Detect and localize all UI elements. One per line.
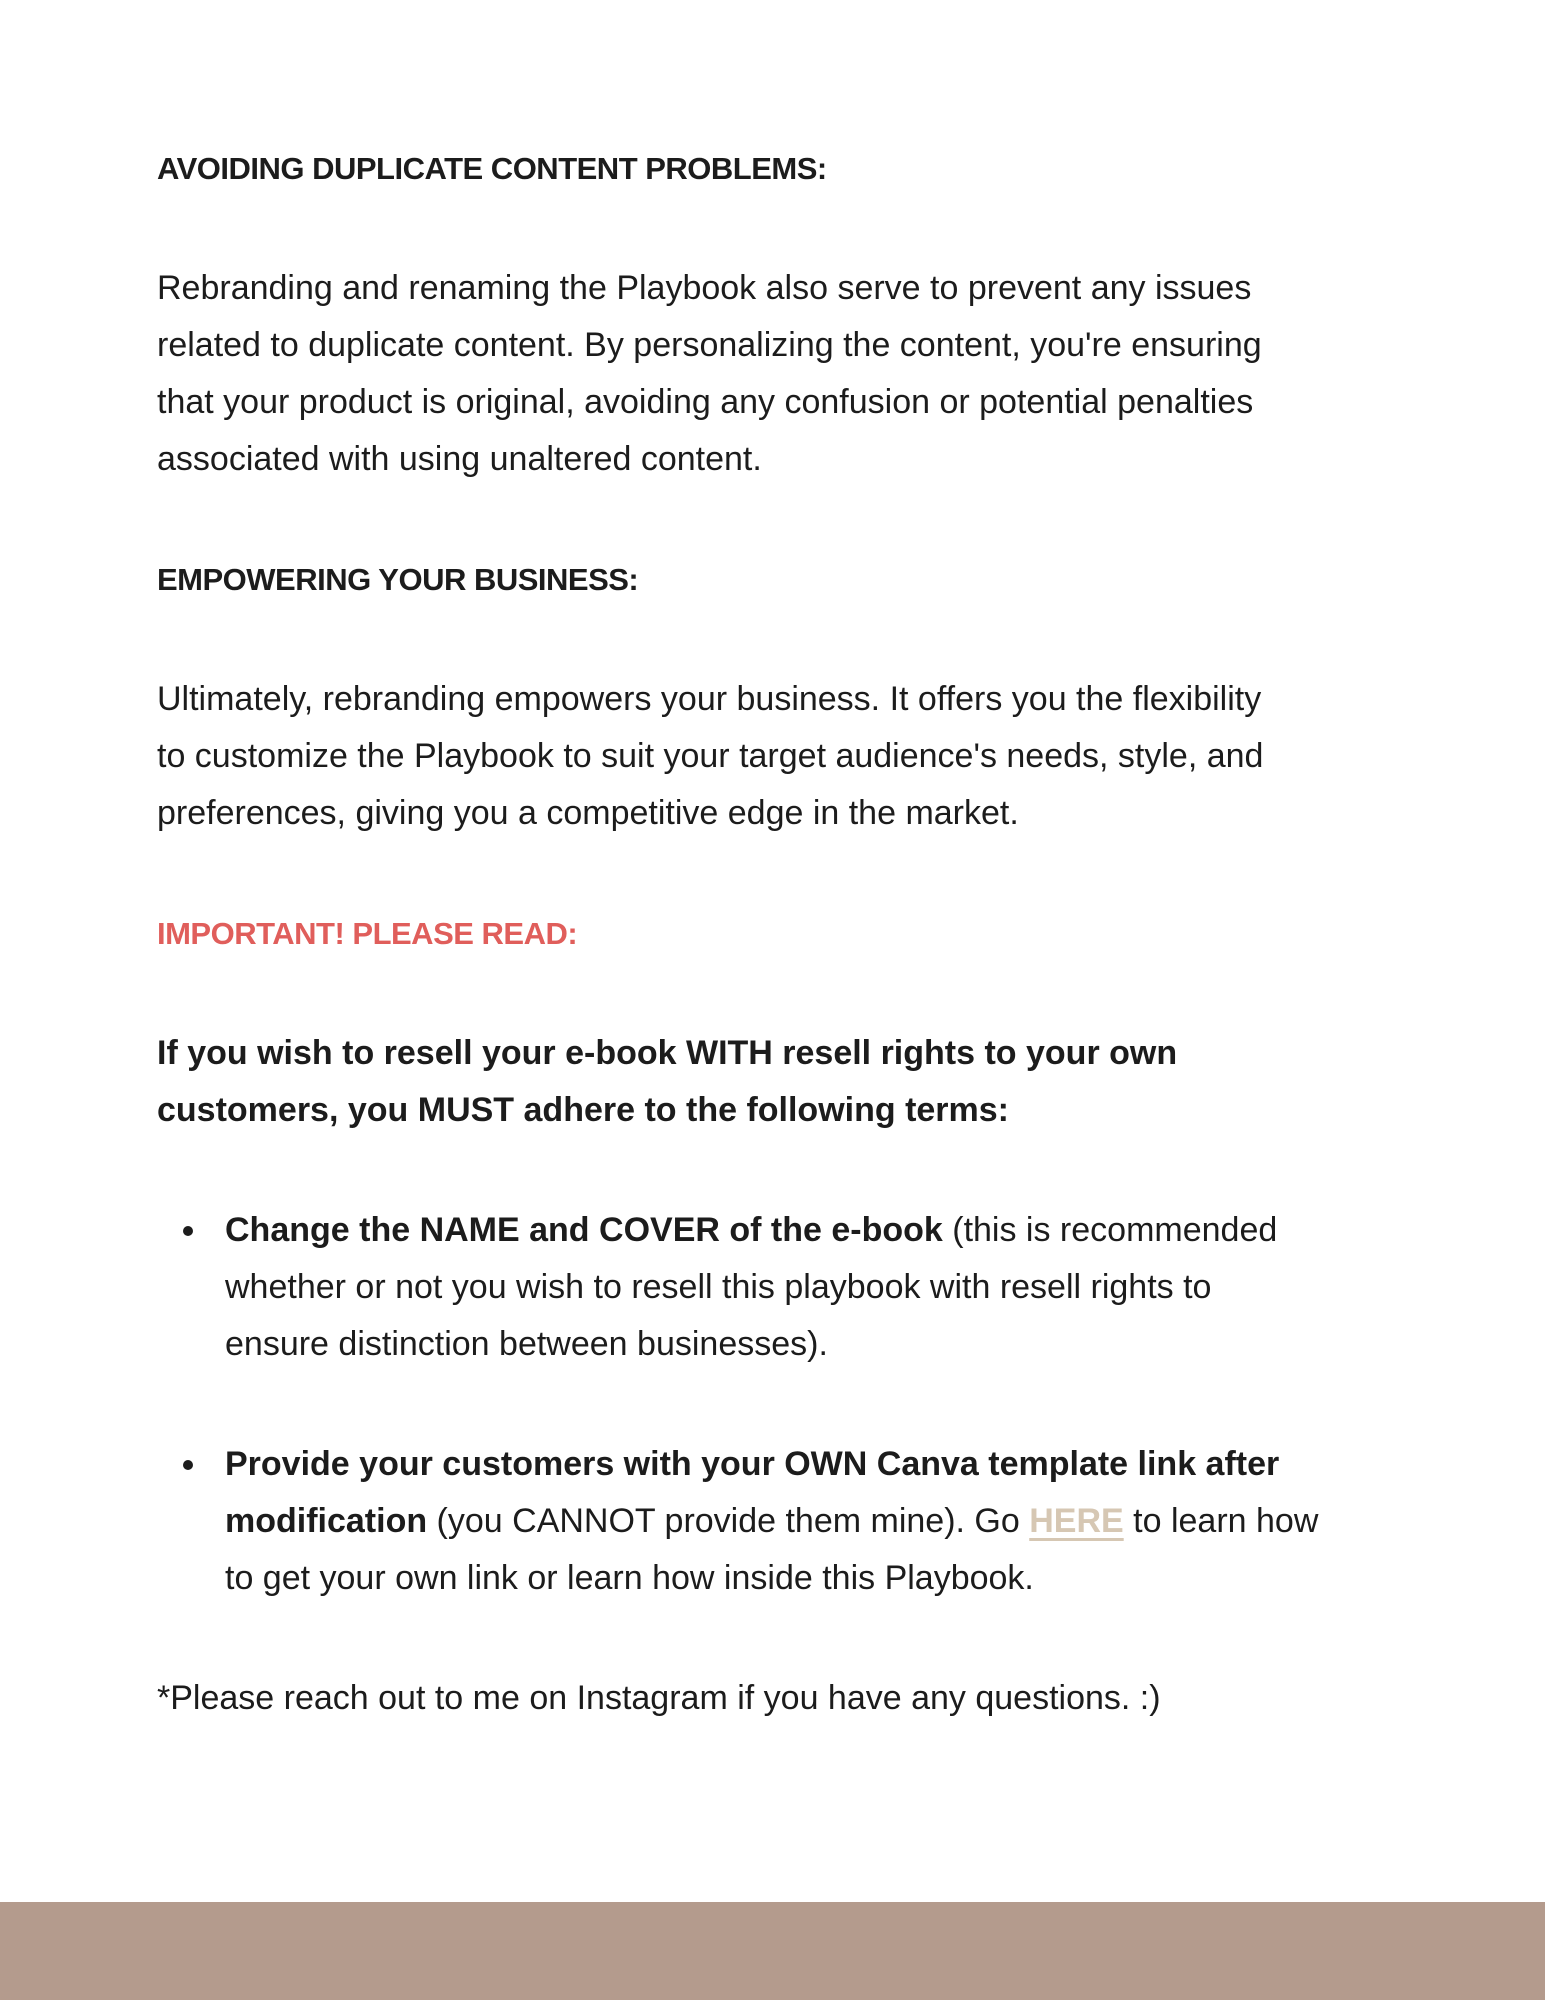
bullet-marker-icon — [183, 1460, 193, 1470]
text-line — [225, 1202, 1277, 1259]
text-run: (this is recommended — [942, 1211, 1278, 1249]
heading-important-please-read: IMPORTANT! PLEASE READ: — [157, 916, 578, 951]
text-line: whether or not you wish to resell this playbook with resell rights to — [225, 1268, 1212, 1306]
text-line: to get your own link or learn how inside this Playbook. — [225, 1559, 1034, 1597]
page-content — [157, 140, 1487, 1727]
heading-empowering-your-business: EMPOWERING YOUR BUSINESS: — [157, 562, 639, 597]
bullet-marker-icon — [183, 1226, 193, 1236]
paragraph-duplicate-content — [157, 260, 1487, 488]
here-link[interactable]: HERE — [1029, 1502, 1124, 1540]
footnote-instagram: *Please reach out to me on Instagram if you have any questions. :) — [157, 1679, 1161, 1717]
text-line: associated with using unaltered content. — [157, 440, 762, 478]
bullet-item-provide-own-link — [157, 1436, 1487, 1607]
text-line — [225, 1493, 1318, 1550]
footer-bar — [0, 1902, 1545, 2000]
bullet-text — [225, 1202, 1277, 1373]
heading-avoiding-duplicate-content: AVOIDING DUPLICATE CONTENT PROBLEMS: — [157, 151, 827, 186]
paragraph-resell-terms-intro — [157, 1025, 1487, 1139]
text-run: (you CANNOT provide them mine). Go — [427, 1502, 1030, 1540]
bold-run: Change the NAME and COVER of the e-book — [225, 1211, 943, 1249]
paragraph-empowering-business — [157, 671, 1487, 842]
text-line: preferences, giving you a competitive edge in the market. — [157, 794, 1019, 832]
text-line: customers, you MUST adhere to the following terms: — [157, 1091, 1009, 1129]
bold-run: modification — [225, 1502, 428, 1540]
text-line: If you wish to resell your e-book WITH resell rights to your own — [157, 1034, 1178, 1072]
text-line: Ultimately, rebranding empowers your business. It offers you the flexibility — [157, 680, 1262, 718]
text-line: to customize the Playbook to suit your target audience's needs, style, and — [157, 737, 1264, 775]
text-line: that your product is original, avoiding any confusion or potential penalties — [157, 383, 1254, 421]
text-line: ensure distinction between businesses). — [225, 1325, 828, 1363]
bullet-text — [225, 1436, 1318, 1607]
bullet-item-change-name-cover — [157, 1202, 1487, 1373]
text-line: Provide your customers with your OWN Canva template link after — [225, 1445, 1280, 1483]
text-line: Rebranding and renaming the Playbook also serve to prevent any issues — [157, 269, 1252, 307]
text-line: related to duplicate content. By personalizing the content, you're ensuring — [157, 326, 1262, 364]
text-run: to learn how — [1123, 1502, 1319, 1540]
